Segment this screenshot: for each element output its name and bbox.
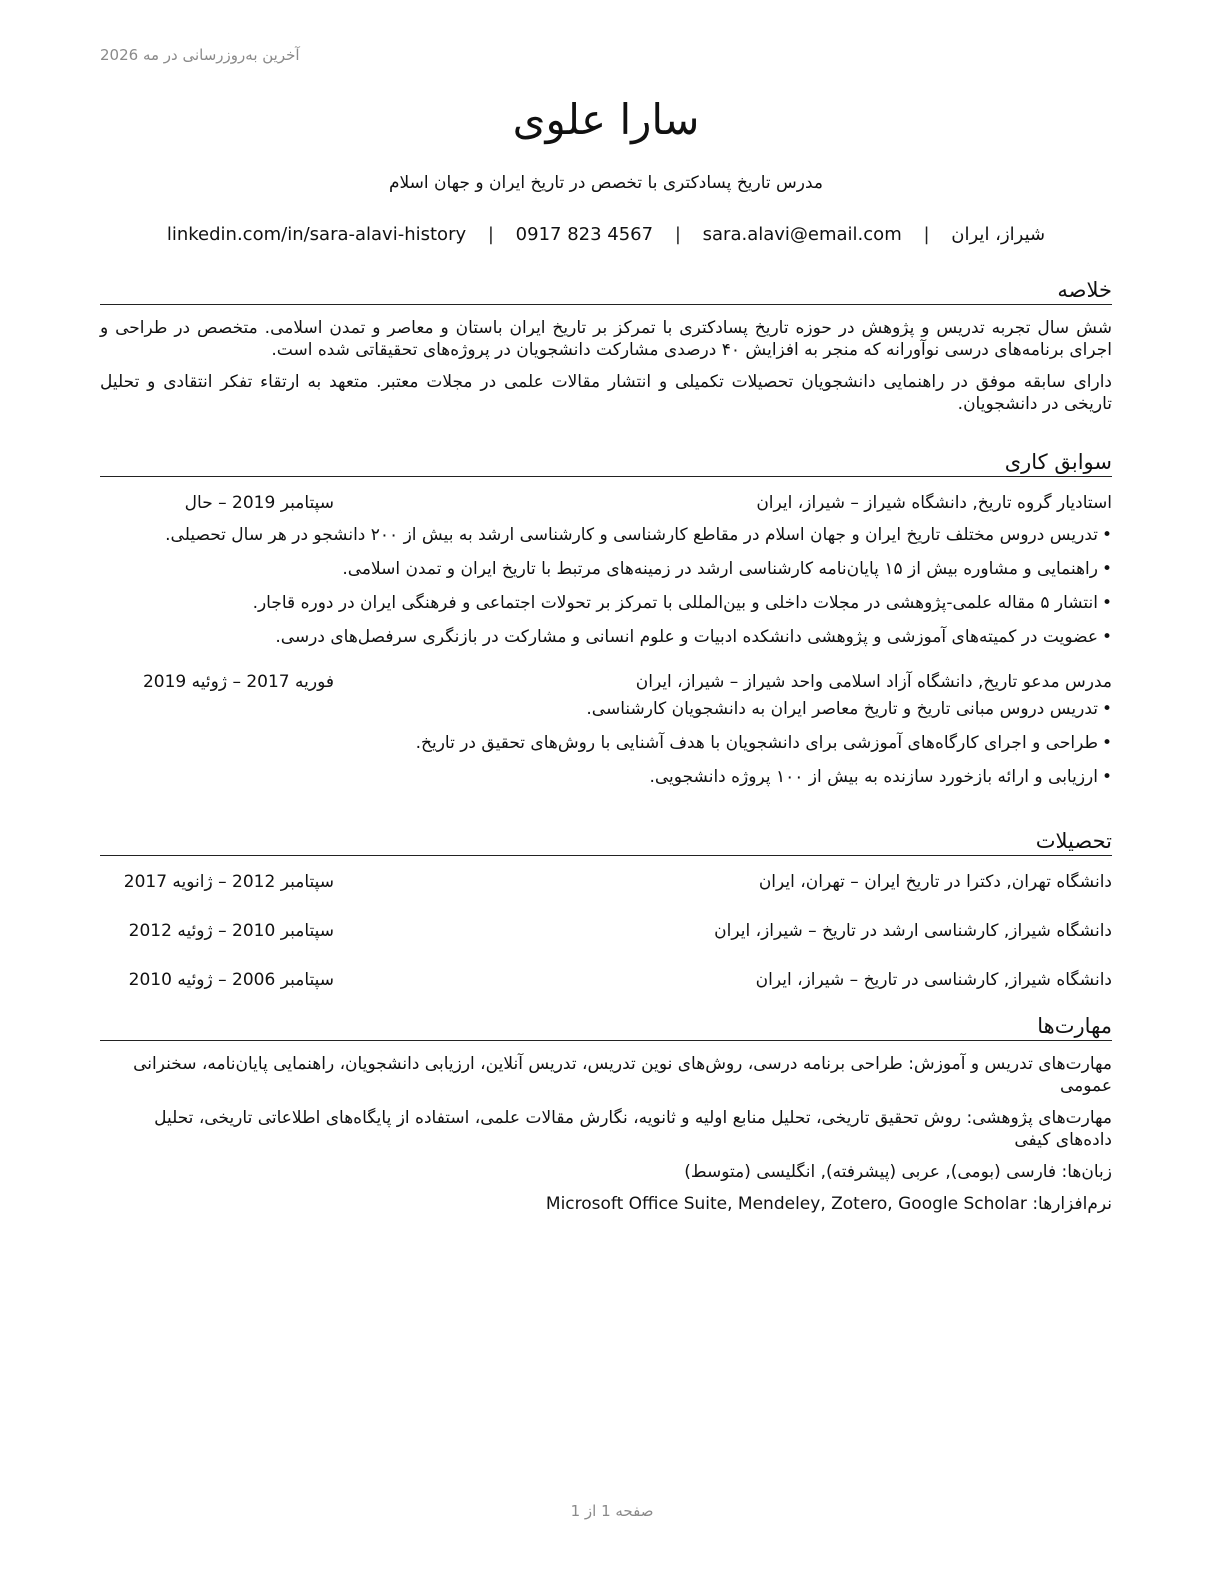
contact-email-link[interactable]: sara.alavi@email.com [702,224,902,245]
software-label: نرم‌افزارها: [1032,1194,1112,1214]
skill-line: زبان‌ها: فارسی (بومی), عربی (پیشرفته), انگلیسی (متوسط) [684,1162,1112,1182]
section-title-experience: سوابق کاری [100,448,1112,477]
bullet-icon: • [1101,525,1112,545]
page-number: صفحه 1 از 1 [570,1502,654,1520]
experience-section [100,448,1112,800]
contact-linkedin-link[interactable]: linkedin.com/in/sara-alavi-history [166,224,467,245]
job-entry [100,668,1112,788]
bullet-icon: • [1101,733,1112,753]
education-title: دانشگاه تهران, دکترا در تاریخ ایران – تهران، ایران [758,872,1112,892]
bullet-icon: • [1101,593,1112,613]
job-bullet: •راهنمایی و مشاوره بیش از ۱۵ پایان‌نامه کارشناسی ارشد در زمینه‌های مرتبط با تاریخ ایران و تمدن اسلامی. [342,559,1112,579]
education-title: دانشگاه شیراز, کارشناسی ارشد در تاریخ – شیراز، ایران [714,921,1112,941]
job-dates: سپتامبر 2019 – حال [184,493,334,513]
contact-location: شیراز، ایران [951,224,1046,245]
contact-phone: 0917 823 4567 [515,224,654,245]
job-bullets [100,524,1112,648]
education-dates: سپتامبر 2012 – ژانویه 2017 [123,872,334,892]
education-dates: سپتامبر 2006 – ژوئیه 2010 [128,970,334,990]
skill-line [100,1193,1112,1215]
job-bullet: •طراحی و اجرای کارگاه‌های آموزشی برای دانشجویان با هدف آشنایی با روش‌های تحقیق در تاریخ. [415,733,1112,753]
contact-separator: | [487,224,494,245]
job-title: استادیار گروه تاریخ, دانشگاه شیراز – شیراز، ایران [756,493,1112,513]
resume-page [100,0,1112,1584]
job-entry [100,489,1112,648]
summary-paragraph: دارای سابقه موفق در راهنمایی دانشجویان تحصیلات تکمیلی و انتشار مقالات علمی در مجلات معتبر. متعهد به ارتقاء تفکر انتقادی و تحلیل تاریخی در دانشجویان. [100,372,1112,414]
bullet-icon: • [1101,559,1112,579]
contact-separator: | [923,224,930,245]
summary-paragraph: شش سال تجربه تدریس و پژوهش در حوزه تاریخ پسادکتری با تمرکز بر تاریخ ایران باستان و معاصر و تمدن اسلامی. متخصص در طراحی و اجرای برنامه‌های درسی نوآورانه که منجر به افزایش ۴۰ درصدی مشارکت دانشجویان در پروژه‌های تحقیقاتی شده است. [100,318,1112,360]
job-bullet: •ارزیابی و ارائه بازخورد سازنده به بیش از ۱۰۰ پروژه دانشجویی. [649,767,1112,787]
job-bullet: •تدریس دروس مبانی تاریخ و تاریخ معاصر ایران به دانشجویان کارشناسی. [586,699,1112,719]
education-entry [100,917,1112,945]
bullet-icon: • [1101,699,1112,719]
job-bullet: •تدریس دروس مختلف تاریخ ایران و جهان اسلام در مقاطع کارشناسی و کارشناسی ارشد به بیش از ۲۰۰ دانشجو در هر سال تحصیلی. [165,525,1112,545]
bullet-icon: • [1101,767,1112,787]
job-bullet: •عضویت در کمیته‌های آموزشی و پژوهشی دانشکده ادبیات و علوم انسانی و مشارکت در بازنگری سرفصل‌های درسی. [275,627,1112,647]
job-title: مدرس مدعو تاریخ, دانشگاه آزاد اسلامی واحد شیراز – شیراز، ایران [635,672,1112,692]
skills-section [100,1012,1112,1225]
job-dates: فوریه 2017 – ژوئیه 2019 [142,672,334,692]
job-bullets [100,698,1112,788]
skill-line: مهارت‌های تدریس و آموزش: طراحی برنامه درسی، روش‌های نوین تدریس، تدریس آنلاین، ارزیابی دانشجویان، راهنمایی پایان‌نامه، سخنرانی عمومی [133,1054,1112,1096]
education-entry [100,868,1112,896]
bullet-icon: • [1101,627,1112,647]
section-title-education: تحصیلات [100,827,1112,856]
section-title-skills: مهارت‌ها [100,1012,1112,1041]
job-header [100,668,1112,696]
summary-section [100,276,1112,425]
last-updated-note: آخرین به‌روزرسانی در مه 2026 [100,46,300,64]
skill-line: مهارت‌های پژوهشی: روش تحقیق تاریخی، تحلیل منابع اولیه و ثانویه، نگارش مقالات علمی، استفاده از پایگاه‌های اطلاعاتی تاریخی، تحلیل داده‌های کیفی [154,1108,1112,1150]
education-title: دانشگاه شیراز, کارشناسی در تاریخ – شیراز، ایران [755,970,1112,990]
job-bullet: •انتشار ۵ مقاله علمی-پژوهشی در مجلات داخلی و بین‌المللی با تمرکز بر تحولات اجتماعی و فرهنگی ایران در دوره قاجار. [252,593,1112,613]
contact-line [100,222,1112,248]
education-dates: سپتامبر 2010 – ژوئیه 2012 [128,921,334,941]
section-title-summary: خلاصه [100,276,1112,305]
contact-separator: | [674,224,681,245]
headline: مدرس تاریخ پسادکتری با تخصص در تاریخ ایران و جهان اسلام [388,173,824,193]
software-value: Microsoft Office Suite, Mendeley, Zotero, Google Scholar [545,1194,1027,1214]
person-name: سارا علوی [512,95,700,144]
education-entry [100,966,1112,994]
job-header [100,489,1112,517]
education-section [100,827,1112,994]
